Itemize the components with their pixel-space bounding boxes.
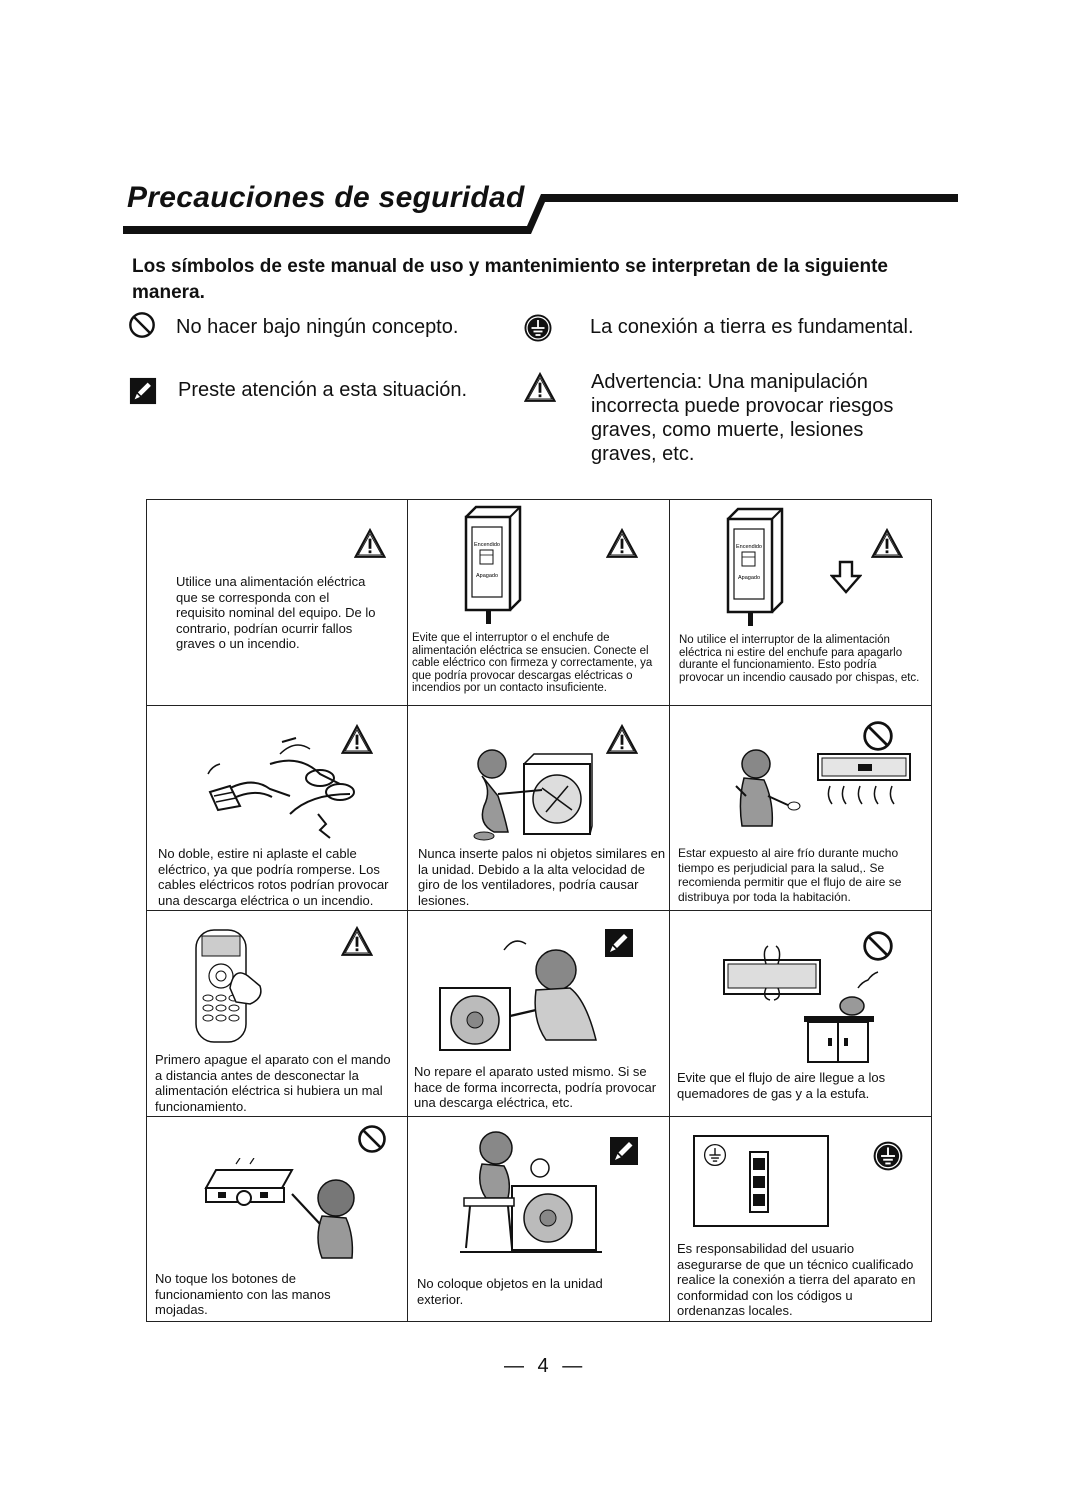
ground-icon [872, 1140, 904, 1172]
cell-text: Es responsabilidad del usuario asegurarse de que un técnico cualificado realice la conexión a tierra del aparato en conformidad con los códigos u ordenanzas locales. [677, 1241, 916, 1318]
warning-icon [524, 372, 556, 404]
switch-on-label: Encendido [736, 544, 762, 550]
warning-icon [606, 528, 638, 560]
power-switch-illustration [462, 505, 524, 625]
legend-attention-text: Preste atención a esta situación. [178, 379, 468, 401]
remote-control-illustration [190, 926, 270, 1046]
cable-scissors-illustration [200, 734, 360, 840]
power-switch-illustration [724, 507, 786, 627]
cell-text: Primero apague el aparato con el mando a distancia antes de desconectar la alimentación eléctrica si hubiera un mal funcionamiento. [155, 1052, 391, 1114]
legend-prohibited-text: No hacer bajo ningún concepto. [176, 316, 459, 338]
attention-icon [129, 377, 157, 405]
prohibited-icon [128, 311, 156, 339]
switch-off-label: Apagado [475, 573, 499, 579]
intro-text: Los símbolos de este manual de uso y mantenimiento se interpretan de la siguiente manera. [132, 256, 888, 303]
ground-icon [523, 313, 553, 343]
person-cold-airflow-illustration [734, 746, 914, 841]
grounding-panel-illustration [692, 1134, 832, 1230]
cell-text: Estar expuesto al aire frío durante mucho tiempo es perjudicial para la salud,. Se recomienda permitir que el flujo de aire se distribuya por toda la habitación. [678, 846, 902, 904]
cell-text: Evite que el interruptor o el enchufe de alimentación eléctrica se ensucien. Conecte el cable eléctrico con firmeza y correctamente, ya que podría provocar descargas eléctricas o incendios por un contacto insuficiente. [412, 632, 653, 694]
legend-ground-text: La conexión a tierra es fundamental. [590, 316, 914, 338]
prohibited-icon [357, 1124, 387, 1154]
attention-icon [604, 928, 634, 958]
prohibited-icon [862, 930, 894, 962]
switch-on-label: Encendido [474, 542, 500, 548]
arrow-down-icon [830, 560, 862, 596]
prohibited-icon [862, 720, 894, 752]
cell-text: No utilice el interruptor de la alimentación eléctrica ni estire del enchufe para apagarlo durante el funcionamiento. Esto podría provocar un incendio causado por chispas, etc. [679, 634, 920, 684]
cell-text: No repare el aparato usted mismo. Si se hace de forma incorrecta, podría provocar una descarga eléctrica, etc. [414, 1064, 657, 1110]
child-on-outdoor-unit-illustration [456, 1128, 606, 1256]
warning-icon [341, 724, 373, 756]
cell-text: No toque los botones de funcionamiento con las manos mojadas. [155, 1271, 331, 1317]
cell-text: Nunca inserte palos ni objetos similares en la unidad. Debido a la alta velocidad de giro de los ventiladores, podría causar lesiones. [418, 846, 666, 908]
warning-icon [871, 528, 903, 560]
cell-text: No doble, estire ni aplaste el cable eléctrico, ya que podría romperse. Los cables eléctricos rotos podrían provocar una descarga eléctrica o un incendio. [158, 846, 389, 908]
person-repairing-unit-illustration [436, 930, 606, 1055]
wet-hands-buttons-illustration [196, 1158, 366, 1270]
child-outdoor-unit-illustration [464, 746, 594, 841]
warning-icon [606, 724, 638, 756]
switch-off-label: Apagado [737, 575, 761, 581]
page-title: Precauciones de seguridad [127, 181, 525, 214]
page-number: — 4 — [504, 1355, 587, 1377]
warning-icon [354, 528, 386, 560]
cell-text: Evite que el flujo de aire llegue a los quemadores de gas y a la estufa. [677, 1070, 886, 1101]
warning-icon [341, 926, 373, 958]
airflow-stove-illustration [722, 944, 882, 1064]
legend-warning-text: Advertencia: Una manipulación incorrecta puede provocar riesgos graves, como muerte, lesiones graves, etc. [591, 371, 894, 465]
attention-icon [609, 1136, 639, 1166]
cell-text: No coloque objetos en la unidad exterior. [417, 1276, 603, 1307]
cell-text: Utilice una alimentación eléctrica que se corresponda con el requisito nominal del equipo. De lo contrario, podrían ocurrir fallos graves o un incendio. [176, 574, 376, 651]
